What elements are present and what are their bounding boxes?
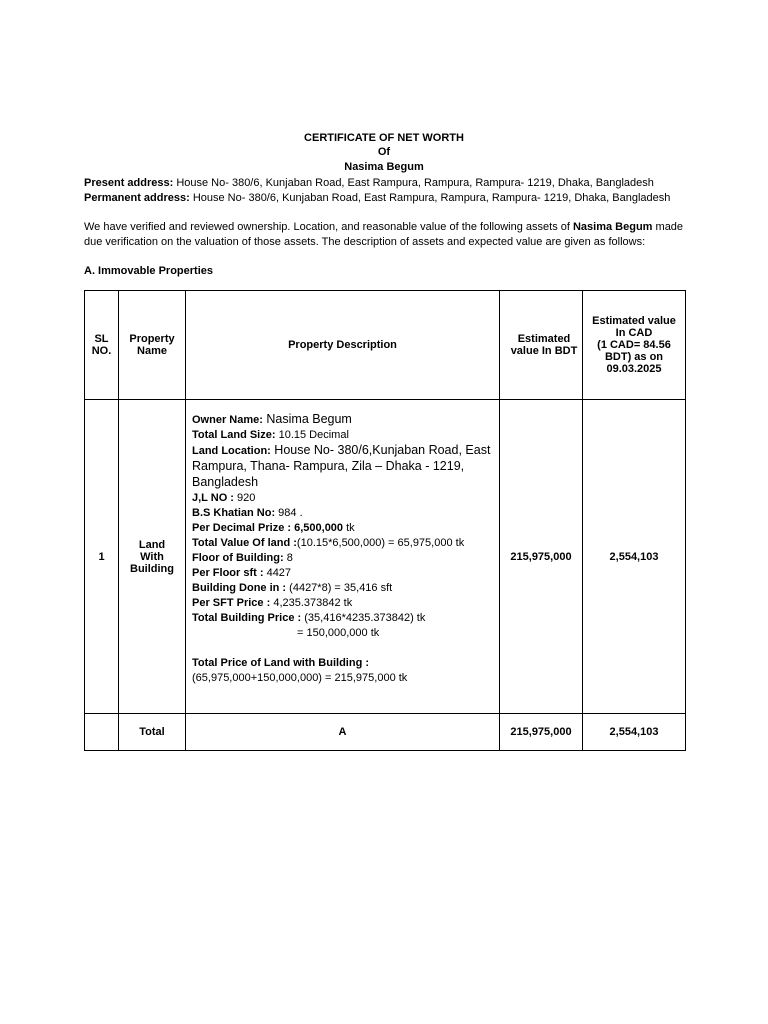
row-estimated-bdt: 215,975,000 <box>500 400 583 714</box>
table-row <box>85 400 686 714</box>
permanent-address-label: Permanent address: <box>84 192 190 204</box>
per-sft-line: Per SFT Price : 4,235.373842 tk <box>192 597 353 609</box>
land-size-line: Total Land Size: 10.15 Decimal <box>192 429 349 441</box>
total-building-result: = 150,000,000 tk <box>297 627 380 639</box>
total-cad: 2,554,103 <box>583 714 686 751</box>
permanent-address-value: House No- 380/6, Kunjaban Road, East Rampura, Rampura, Rampura- 1219, Dhaka, Bangladesh <box>189 192 671 204</box>
total-label: Total <box>119 714 186 751</box>
jl-no-line: J,L NO : 920 <box>192 492 256 504</box>
certificate-title: CERTIFICATE OF NET WORTH <box>304 132 464 144</box>
total-price-label: Total Price of Land with Building : <box>192 657 370 669</box>
row-estimated-cad: 2,554,103 <box>583 400 686 714</box>
assets-table <box>84 290 686 751</box>
total-description: A <box>186 714 500 751</box>
owner-line: Owner Name: Nasima Begum <box>192 412 352 426</box>
total-sl-empty <box>85 714 119 751</box>
per-floor-line: Per Floor sft : 4427 <box>192 567 292 579</box>
present-address-label: Present address: <box>84 177 174 189</box>
table-total-row <box>85 714 686 751</box>
intro-paragraph <box>84 220 684 249</box>
total-price-value: (65,975,000+150,000,000) = 215,975,000 tk <box>192 672 408 684</box>
header-sl: SL NO. <box>85 291 119 400</box>
header-property-name: Property Name <box>119 291 186 400</box>
intro-name: Nasima Begum <box>572 221 653 233</box>
certificate-holder-name: Nasima Begum <box>344 161 424 173</box>
row-sl: 1 <box>85 400 119 714</box>
header-estimated-bdt: Estimated value In BDT <box>500 291 583 400</box>
land-location-line: Land Location: House No- 380/6,Kunjaban Road, East Rampura, Thana- Rampura, Zila – Dhaka - 1219, Bangladesh <box>192 443 491 489</box>
row-property-description <box>186 400 500 714</box>
building-done-line: Building Done in : (4427*8) = 35,416 sft <box>192 582 393 594</box>
per-decimal-line: Per Decimal Prize : 6,500,000 tk <box>192 522 355 534</box>
total-building-line: Total Building Price : (35,416*4235.373842) tk <box>192 612 426 624</box>
intro-text-after: made due verification on the valuation of those assets. The description of assets and expected value are given as follows: <box>84 221 684 248</box>
total-bdt: 215,975,000 <box>500 714 583 751</box>
present-address <box>84 176 684 191</box>
table-header-row <box>85 291 686 400</box>
row-property-name: Land With Building <box>119 400 186 714</box>
total-land-value-line: Total Value Of land :(10.15*6,500,000) = 65,975,000 tk <box>192 537 465 549</box>
intro-text-before: We have verified and reviewed ownership. Location, and reasonable value of the following assets of <box>84 221 573 233</box>
khatian-line: B.S Khatian No: 984 . <box>192 507 303 519</box>
present-address-value: House No- 380/6, Kunjaban Road, East Rampura, Rampura, Rampura- 1219, Dhaka, Bangladesh <box>173 177 654 189</box>
header-property-description: Property Description <box>186 291 500 400</box>
permanent-address <box>84 191 684 206</box>
header-estimated-cad: Estimated value In CAD (1 CAD= 84.56 BDT) as on 09.03.2025 <box>583 291 686 400</box>
floor-line: Floor of Building: 8 <box>192 552 293 564</box>
certificate-of: Of <box>377 146 391 158</box>
section-title: A. Immovable Properties <box>84 265 213 277</box>
